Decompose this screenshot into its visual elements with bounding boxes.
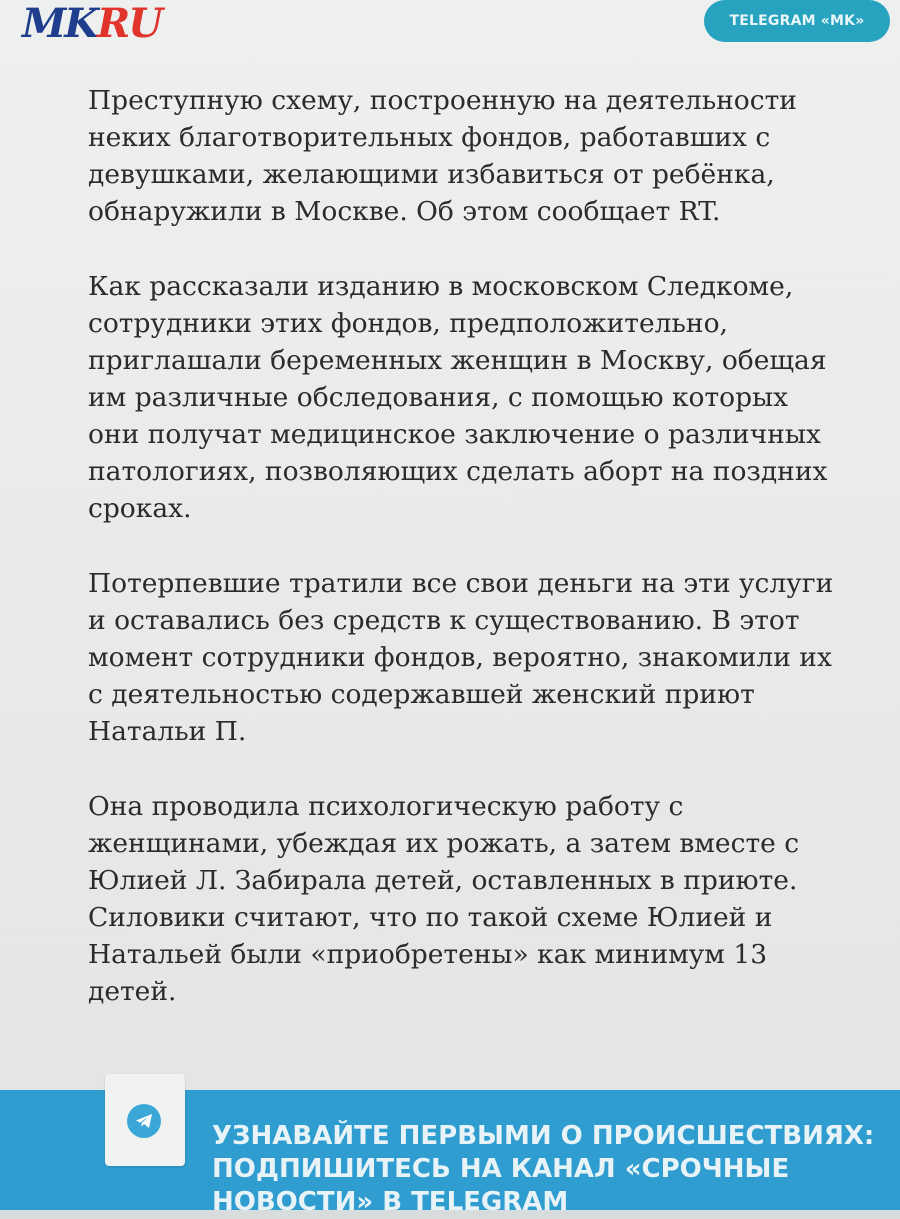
telegram-mk-button[interactable]: TELEGRAM «MK»: [704, 0, 890, 42]
article-paragraph-3: Потерпевшие тратили все свои деньги на эти услуги и оставались без средств к существованию. В этот момент сотрудники фондов, вероятно, знакомили их с деятельностью содержавшей женский приют Натальи П.: [88, 568, 834, 747]
telegram-icon: [127, 1104, 161, 1138]
logo-mk-part: MK: [22, 0, 98, 47]
mk-logo[interactable]: [22, 2, 161, 46]
promo-headline[interactable]: УЗНАВАЙТЕ ПЕРВЫМИ О ПРОИСШЕСТВИЯХ: ПОДПИШИТЕСЬ НА КАНАЛ «СРОЧНЫЕ НОВОСТИ» В TELEGRAM: [212, 1121, 875, 1217]
logo-ru-part: RU: [97, 0, 162, 47]
article-body: [88, 82, 878, 1048]
site-header: [0, 0, 900, 60]
article-paragraph-2: Как рассказали изданию в московском Следкоме, сотрудники этих фондов, предположительно, приглашали беременных женщин в Москву, обещая им различные обследования, с помощью которых они получат медицинское заключение о различных патологиях, позволяющих сделать аборт на поздних сроках.: [88, 271, 828, 524]
article-paragraph-1: Преступную схему, построенную на деятельности неких благотворительных фондов, работавших с девушками, желающими избавиться от ребёнка, обнаружили в Москве. Об этом сообщает RT.: [88, 85, 797, 227]
article-paragraph-4: Она проводила психологическую работу с женщинами, убеждая их рожать, а затем вместе с Юлией Л. Забирала детей, оставленных в приюте. Силовики считают, что по такой схеме Юлией и Натальей были «приобретены» как минимум 13 детей.: [88, 791, 800, 1007]
